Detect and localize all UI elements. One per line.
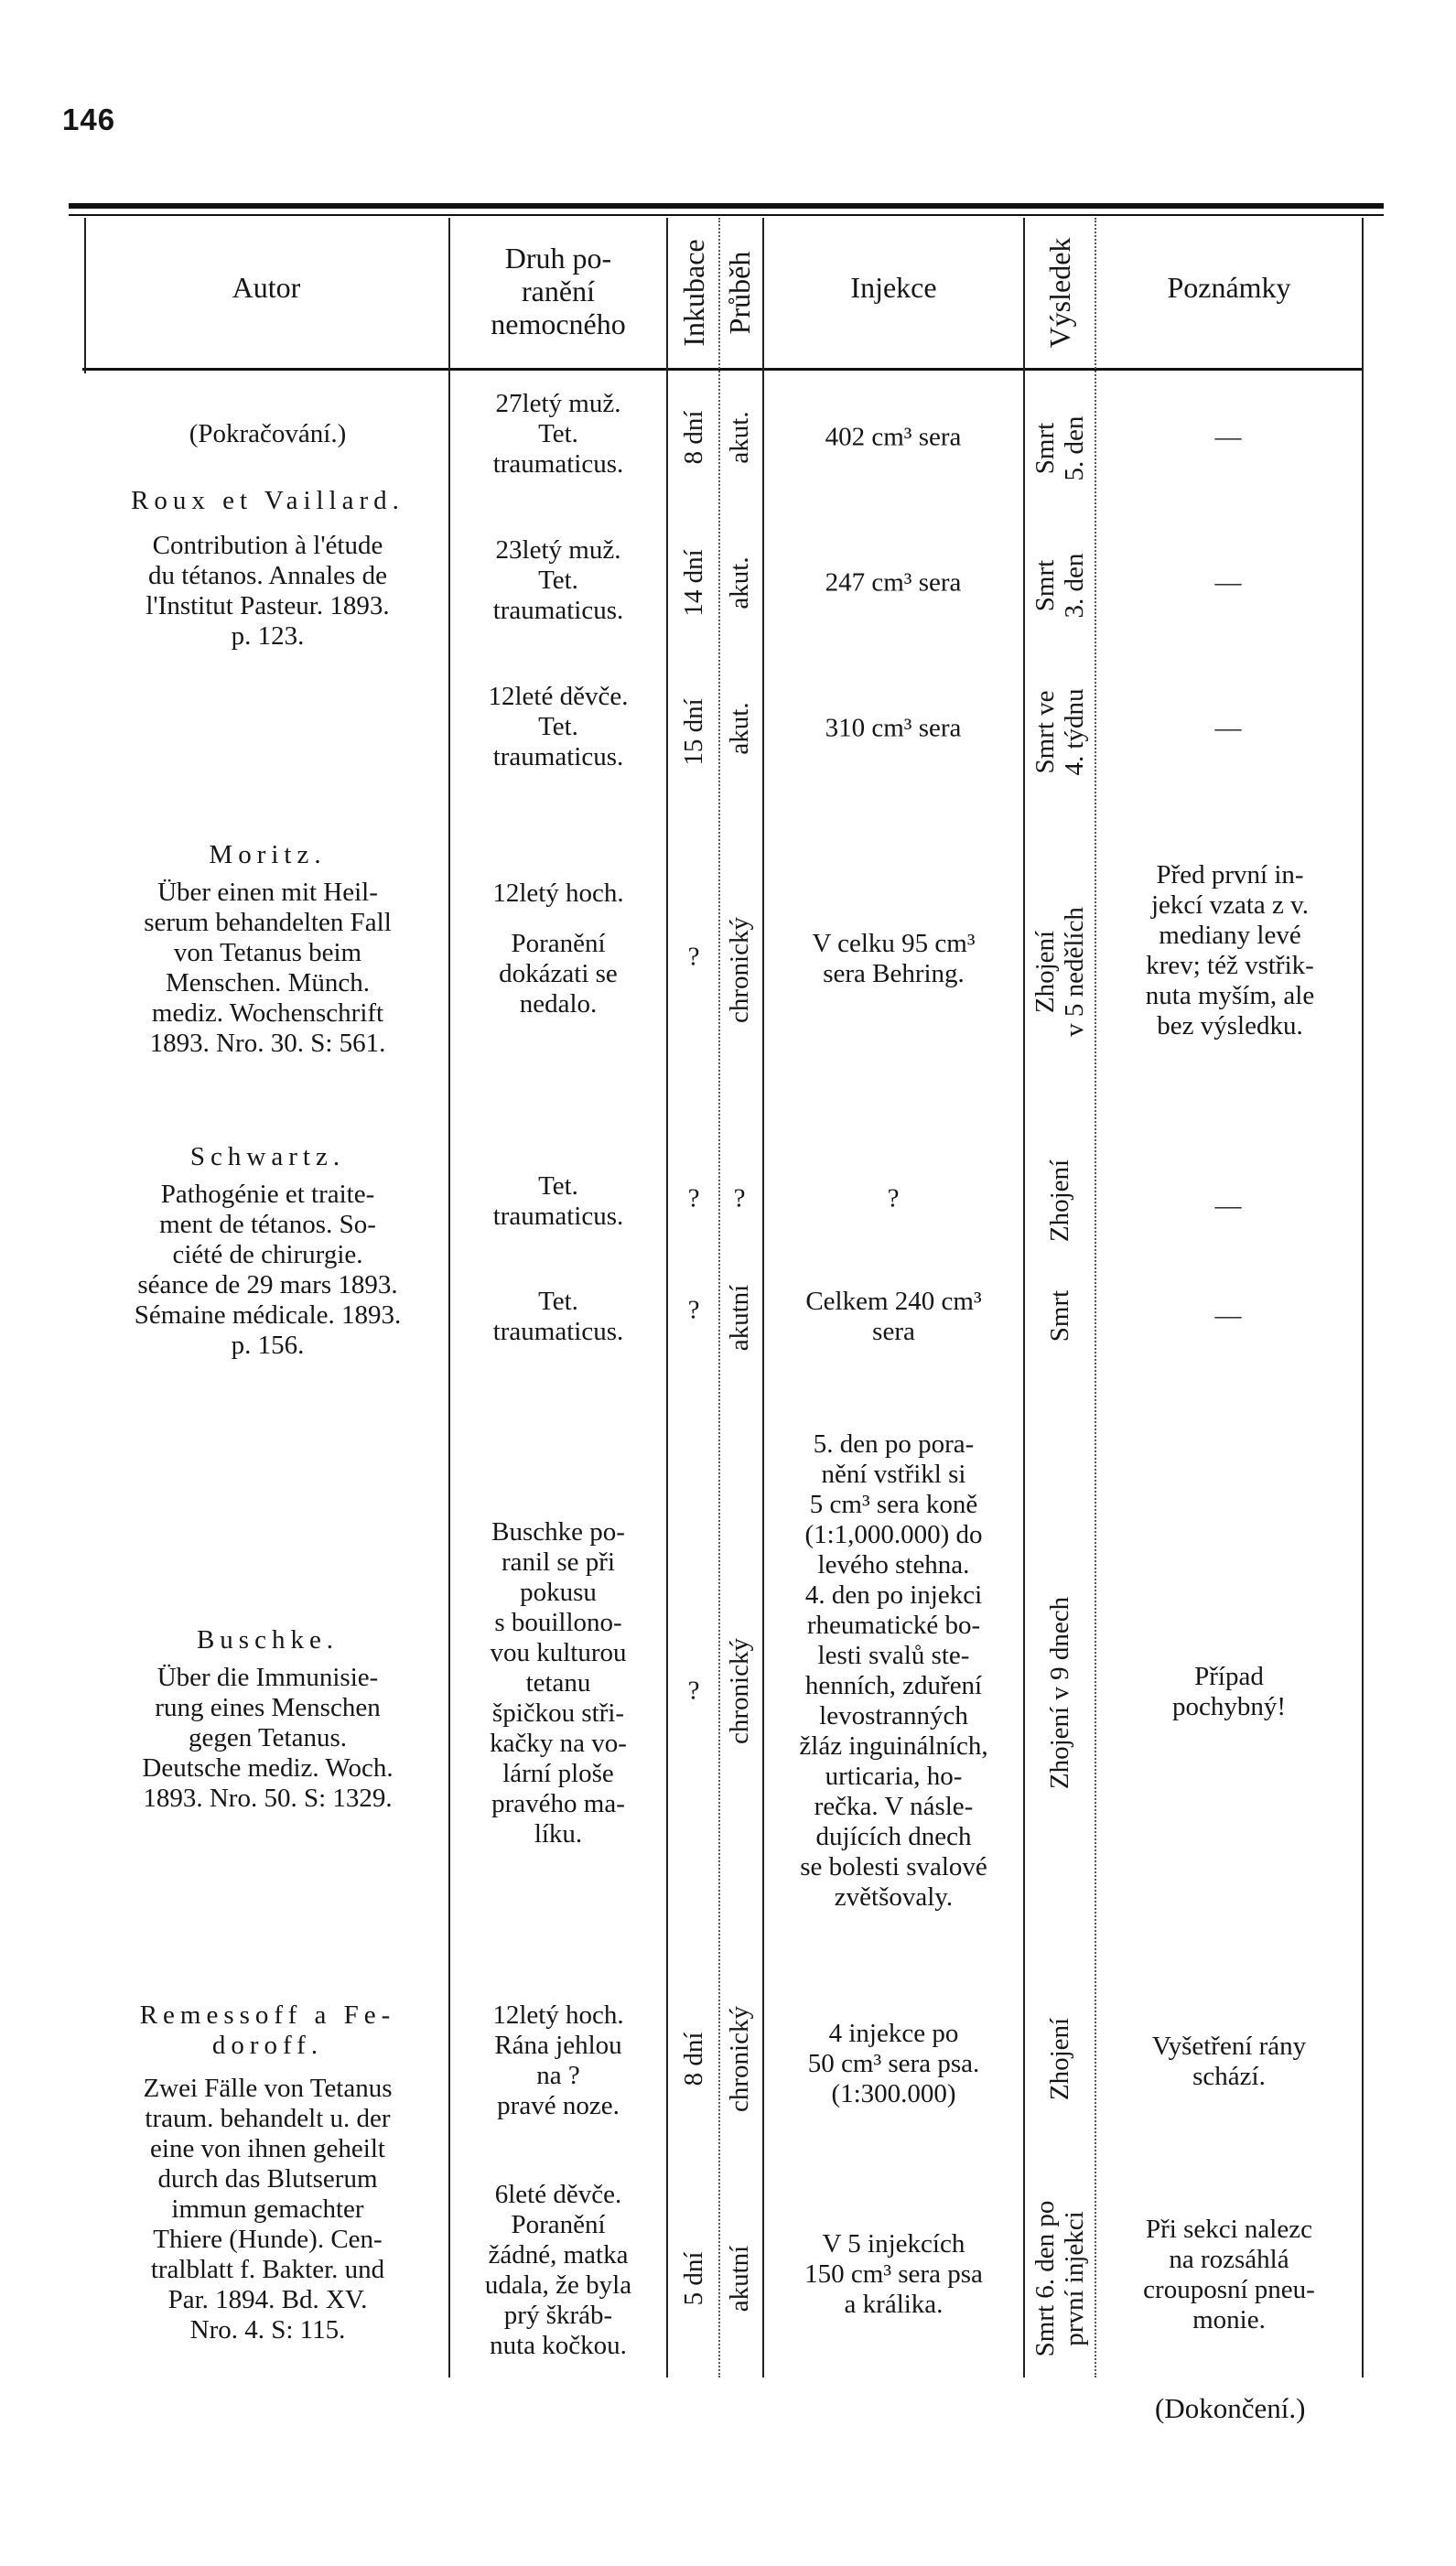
author-name: Roux et Vaillard.	[131, 486, 404, 515]
continuation-label: (Pokračování.)	[189, 419, 347, 448]
author-reference: Pathogénie et traite- ment de tétanos. So- ciété de chirurgie. séance de 29 mars 1893. Sémaine médicale. 1893. p. 156.	[134, 1180, 402, 1360]
injection-cell: ?	[887, 1183, 900, 1213]
course-cell: chronický	[725, 2006, 754, 2112]
notes-cell: Vyšetření rány schází.	[1151, 2032, 1307, 2091]
injury-cell: Buschke po- ranil se při pokusu s bouillono- vou kulturou tetanu špičkou stři- kačky na vo- lární ploše pravého ma- líku.	[490, 1517, 627, 1849]
page-number: 146	[62, 102, 116, 136]
injury-cell: 12leté děvče. Tet. traumaticus.	[488, 682, 629, 771]
incubation-cell: 15 dní	[679, 698, 708, 766]
continuation-note: (Dokončení.)	[1155, 2392, 1306, 2424]
author-reference: Contribution à l'étude du tétanos. Annales de l'Institut Pasteur. 1893. p. 123.	[146, 531, 390, 651]
injection-cell: Celkem 240 cm³ sera	[805, 1287, 982, 1346]
incubation-cell: ?	[687, 1295, 700, 1325]
injection-cell: V celku 95 cm³ sera Behring.	[812, 929, 976, 988]
notes-cell: Při sekci nalezc na rozsáhlá crouposní pneu- monie.	[1143, 2215, 1315, 2334]
outcome-cell: Smrt ve 4. týdnu	[1030, 688, 1089, 776]
injury-cell: 12letý hoch. Rána jehlou na ? pravé noze.	[492, 2000, 624, 2120]
author-group-remessoff	[92, 2000, 444, 2345]
outcome-cell: Smrt 5. den	[1030, 415, 1089, 481]
column-divider	[666, 218, 668, 2377]
top-rule-thin	[69, 214, 1384, 216]
notes-cell: —	[1214, 1191, 1242, 1221]
author-name: Remessoff a Fe- doroff.	[139, 2000, 396, 2060]
author-name: Moritz.	[209, 840, 327, 869]
course-cell: akutní	[725, 1284, 754, 1352]
header-course: Průběh	[723, 251, 756, 335]
course-cell: chronický	[725, 1638, 754, 1744]
outcome-cell: Smrt	[1045, 1289, 1074, 1342]
author-name: Schwartz.	[189, 1142, 346, 1171]
notes-cell: —	[1214, 567, 1242, 598]
injury-cell: 6leté děvče. Poranění žádné, matka udala, že byla prý škráb- nuta kočkou.	[484, 2180, 632, 2360]
incubation-cell: ?	[687, 1676, 700, 1706]
injury-cell: 23letý muž. Tet. traumaticus.	[492, 535, 624, 625]
author-name: Buschke.	[196, 1625, 340, 1655]
course-cell: akut.	[725, 556, 754, 609]
incubation-cell: 8 dní	[679, 410, 708, 465]
outcome-cell: Zhojení	[1045, 1159, 1074, 1243]
incubation-cell: 14 dní	[679, 549, 708, 617]
author-group-buschke	[92, 1625, 444, 1814]
notes-cell: Před první in- jekcí vzata z v. mediany levé krev; též vstřik- nuta myším, ale bez výsledku.	[1145, 860, 1315, 1040]
injection-cell: 5. den po pora- nění vstřikl si 5 cm³ sera koně (1:1,000.000) do levého stehna. 4. den po injekci rheumatické bo- lesti svalů ste- henních, zduření levostranných žláz inguinálních, urticaria, ho- rečka. V násle- dujících dnech se bolesti svalové zvětšovaly.	[799, 1429, 988, 1912]
outcome-cell: Zhojení v 9 dnech	[1045, 1596, 1074, 1790]
injection-cell: 247 cm³ sera	[825, 567, 962, 598]
header-bottom-rule	[82, 368, 1364, 371]
outcome-cell: Smrt 6. den po první injekci	[1030, 2200, 1089, 2357]
incubation-cell: ?	[687, 942, 700, 972]
column-divider	[718, 218, 720, 2377]
notes-cell: —	[1214, 422, 1242, 452]
author-group-moritz	[92, 840, 444, 1059]
course-cell: akut.	[725, 411, 754, 464]
author-group-roux	[92, 419, 444, 652]
incubation-cell: 8 dní	[679, 2032, 708, 2086]
header-injection: Injekce	[850, 271, 937, 304]
injection-cell: 4 injekce po 50 cm³ sera psa. (1:300.000)	[807, 2019, 980, 2108]
header-outcome: Výsledek	[1043, 237, 1076, 349]
column-divider	[1023, 218, 1025, 2377]
injection-cell: 310 cm³ sera	[825, 713, 962, 743]
course-cell: akutní	[725, 2245, 754, 2313]
author-reference: Zwei Fälle von Tetanus traum. behandelt u. der eine von ihnen geheilt durch das Blutserum immun gemachter Thiere (Hunde). Cen- tralblatt f. Bakter. und Par. 1894. Bd. XV. Nro. 4. S: 115.	[143, 2074, 393, 2345]
author-reference: Über einen mit Heil- serum behandelten Fall von Tetanus beim Menschen. Münch. mediz. Wochenschrift 1893. Nro. 30. S: 561.	[144, 878, 392, 1058]
outcome-cell: Smrt 3. den	[1030, 553, 1089, 619]
injury-cell: 12letý hoch. Poranění dokázati se nedalo.	[492, 879, 624, 1019]
author-reference: Über die Immunisie- rung eines Menschen gegen Tetanus. Deutsche mediz. Woch. 1893. Nro. 50. S: 1329.	[142, 1663, 394, 1813]
table-right-border	[1362, 218, 1364, 2377]
header-injury: Druh po- ranění nemocného	[491, 242, 626, 340]
incubation-cell: ?	[687, 1183, 700, 1213]
outcome-cell: Zhojení	[1045, 2017, 1074, 2101]
header-notes: Poznámky	[1167, 271, 1291, 304]
notes-cell: Případ pochybný!	[1171, 1662, 1287, 1721]
incubation-cell: 5 dní	[679, 2251, 708, 2306]
outcome-cell: Zhojení v 5 nedělích	[1030, 907, 1089, 1037]
injection-cell: 402 cm³ sera	[825, 422, 962, 452]
author-group-schwartz	[92, 1142, 444, 1361]
notes-cell: —	[1214, 713, 1242, 743]
injury-cell: 27letý muž. Tet. traumaticus.	[492, 389, 624, 479]
injury-cell: Tet. traumaticus.	[492, 1171, 624, 1231]
top-rule-thick	[69, 203, 1384, 209]
course-cell: chronický	[725, 917, 754, 1023]
course-cell: akut.	[725, 702, 754, 755]
injection-cell: V 5 injekcích 150 cm³ sera psa a králika.	[804, 2229, 983, 2319]
header-incubation: Inkubace	[677, 239, 710, 347]
injury-cell: Tet. traumaticus.	[492, 1287, 624, 1346]
course-cell: ?	[733, 1183, 746, 1213]
notes-cell: —	[1214, 1300, 1242, 1331]
header-author: Autor	[232, 271, 301, 304]
